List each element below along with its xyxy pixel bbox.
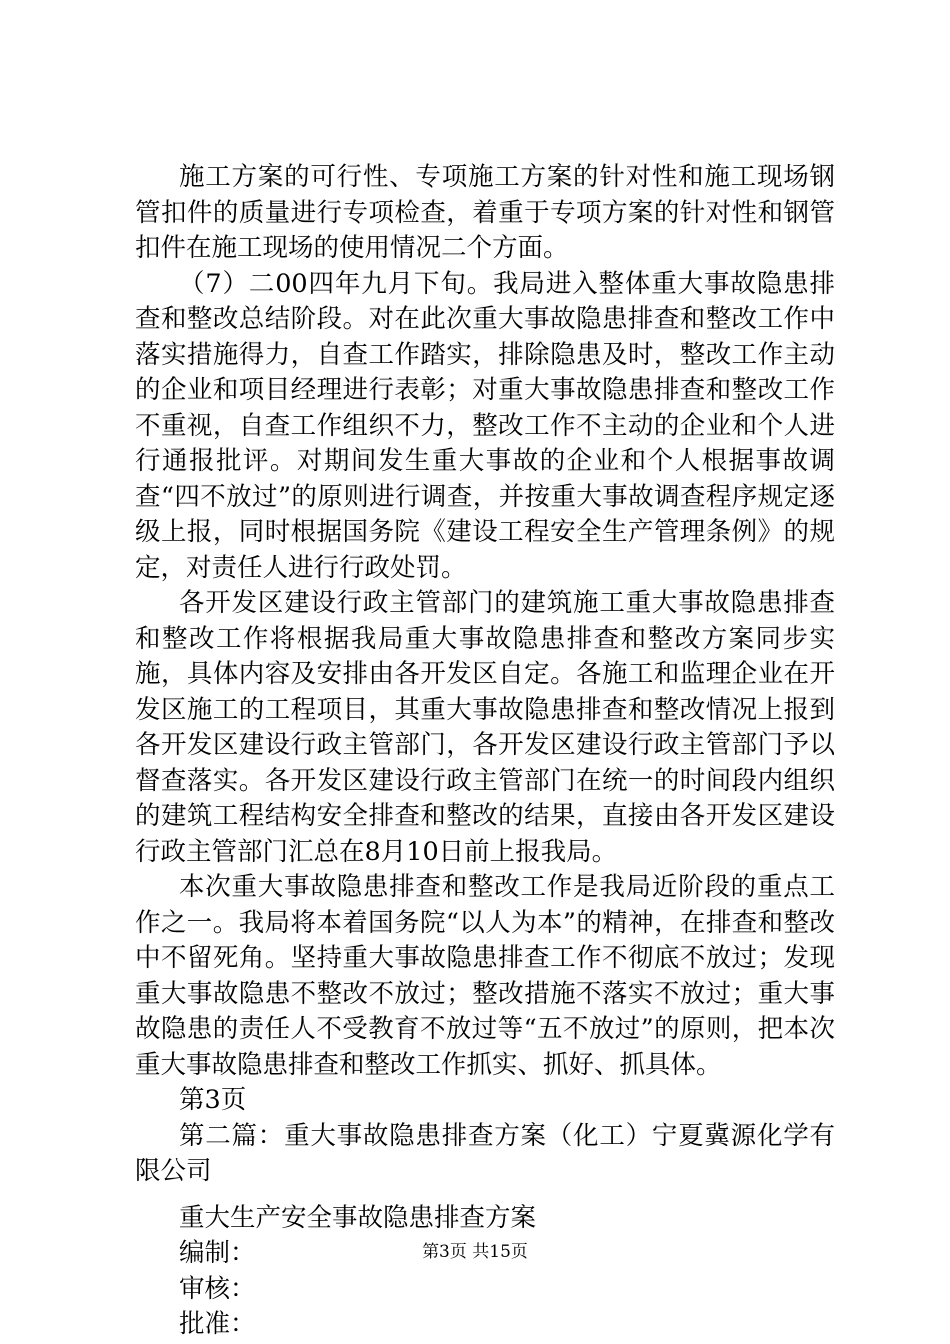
paragraph-construction-plan-check: 施工方案的可行性、专项施工方案的针对性和施工现场钢管扣件的质量进行专项检查，着重于专项方案的针对性和钢管扣件在施工现场的使用情况二个方面。: [135, 162, 835, 263]
second-chapter-title: 第二篇：重大事故隐患排查方案（化工）宁夏冀源化学有限公司: [135, 1120, 835, 1186]
paragraph-key-work: 本次重大事故隐患排查和整改工作是我局近阶段的重点工作之一。我局将本着国务院“以人为本”的精神，在排查和整改中不留死角。坚持重大事故隐患排查工作不彻底不放过；发现重大事故隐患不整改不放过；整改措施不落实不放过；重大事故隐患的责任人不受教育不放过等“五不放过”的原则，把本次重大事故隐患排查和整改工作抓实、抓好、抓具体。: [135, 872, 835, 1080]
approved-by-label: 批准：: [179, 1309, 256, 1339]
reviewed-by-label: 审核：: [179, 1273, 256, 1304]
paragraph-summary-stage: （7）二00四年九月下旬。我局进入整体重大事故隐患排查和整改总结阶段。对在此次重大事故隐患排查和整改工作中落实措施得力，自查工作踏实，排除隐患及时，整改工作主动的企业和项目经理进行表彰；对重大事故隐患排查和整改工作不重视，自查工作组织不力，整改工作不主动的企业和个人进行通报批评。对期间发生重大事故的企业和个人根据事故调查“四不放过”的原则进行调查，并按重大事故调查程序规定逐级上报，同时根据国务院《建设工程安全生产管理条例》的规定，对责任人进行行政处罚。: [135, 268, 835, 583]
page-footer: 第3页 共15页: [422, 1242, 528, 1262]
page-marker: 第3页: [179, 1085, 247, 1115]
paragraph-development-zones: 各开发区建设行政主管部门的建筑施工重大事故隐患排查和整改工作将根据我局重大事故隐患排查和整改方案同步实施，具体内容及安排由各开发区自定。各施工和监理企业在开发区施工的工程项目，其重大事故隐患排查和整改情况上报到各开发区建设行政主管部门，各开发区建设行政主管部门予以督查落实。各开发区建设行政主管部门在统一的时间段内组织的建筑工程结构安全排查和整改的结果，直接由各开发区建设行政主管部门汇总在8月10日前上报我局。: [135, 588, 835, 867]
compiled-by-label: 编制：: [179, 1238, 256, 1268]
plan-title: 重大生产安全事故隐患排查方案: [179, 1202, 537, 1233]
document-body: [135, 160, 835, 1343]
spacer: [135, 1190, 835, 1201]
